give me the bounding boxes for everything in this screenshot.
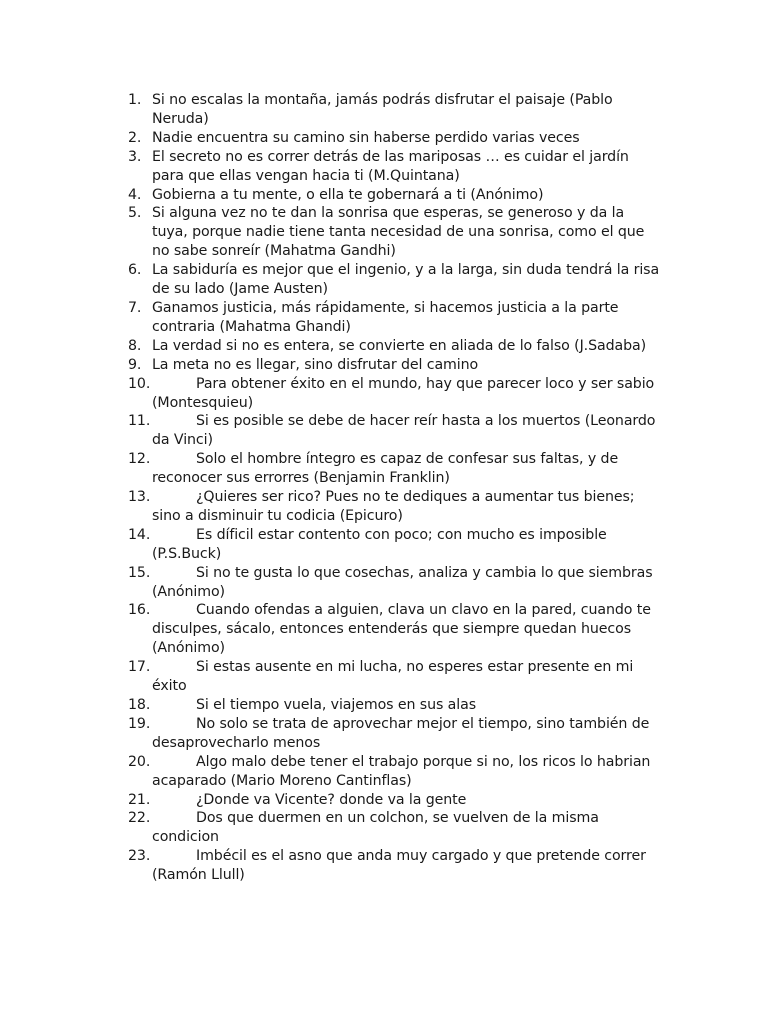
quote-item [124, 356, 664, 375]
quote-text: La verdad si no es entera, se convierte en aliada de lo falso (J.Sadaba) [152, 337, 647, 354]
quote-text: Dos que duermen en un colchon, se vuelven de la misma condicion [152, 810, 599, 846]
quote-text: Gobierna a tu mente, o ella te gobernará a ti (Anónimo) [152, 186, 544, 203]
quote-number: 13. [128, 489, 151, 506]
quote-item [124, 601, 664, 658]
quote-number: 9. [128, 356, 142, 373]
quote-number: 1. [128, 92, 142, 108]
quote-number: 21. [128, 791, 151, 808]
quote-text: Si es posible se debe de hacer reír hasta a los muertos (Leonardo da Vinci) [152, 413, 656, 449]
quote-number: 11. [128, 413, 151, 430]
quote-text: Es díficil estar contento con poco; con mucho es imposible (P.S.Buck) [152, 526, 607, 562]
quote-list [124, 91, 664, 885]
quote-number: 3. [128, 148, 142, 165]
quote-item [124, 129, 664, 148]
quote-item [124, 450, 664, 488]
quote-text: El secreto no es correr detrás de las mariposas … es cuidar el jardín para que ellas vengan hacia ti (M.Quintana) [152, 148, 629, 184]
quote-number: 14. [128, 526, 151, 543]
quote-text: Ganamos justicia, más rápidamente, si hacemos justicia a la parte contraria (Mahatma Ghandi) [152, 299, 619, 335]
quote-text: Si el tiempo vuela, viajemos en sus alas [196, 697, 476, 713]
quote-text: Algo malo debe tener el trabajo porque si no, los ricos lo habrian acaparado (Mario Moreno Cantinflas) [152, 753, 651, 789]
quote-item [124, 791, 664, 810]
quote-number: 5. [128, 205, 142, 222]
quote-item [124, 412, 664, 450]
quote-item [124, 564, 664, 602]
quote-item [124, 375, 664, 413]
quote-item [124, 847, 664, 885]
quote-text: La sabiduría es mejor que el ingenio, y a la larga, sin duda tendrá la risa de su lado (Jame Austen) [152, 262, 660, 298]
quote-item [124, 148, 664, 186]
quote-number: 12. [128, 451, 151, 468]
quote-item [124, 753, 664, 791]
quote-number: 4. [128, 186, 142, 203]
quote-item [124, 261, 664, 299]
quote-text: Imbécil es el asno que anda muy cargado y que pretende correr (Ramón Llull) [152, 848, 646, 884]
quote-number: 7. [128, 299, 142, 316]
quote-text: Si no te gusta lo que cosechas, analiza y cambia lo que siembras (Anónimo) [152, 564, 653, 600]
quote-number: 15. [128, 564, 151, 581]
quote-item [124, 696, 664, 715]
quote-text: La meta no es llegar, sino disfrutar del camino [152, 356, 479, 373]
quote-number: 17. [128, 659, 151, 676]
quote-number: 22. [128, 810, 151, 827]
quote-item [124, 204, 664, 261]
quote-text: Si estas ausente en mi lucha, no esperes estar presente en mi éxito [152, 659, 634, 695]
quote-number: 8. [128, 337, 142, 354]
quote-item [124, 337, 664, 356]
quote-text: Solo el hombre íntegro es capaz de confesar sus faltas, y de reconocer sus errorres (Benjamin Franklin) [152, 451, 619, 487]
quote-number: 16. [128, 602, 151, 619]
quote-number: 20. [128, 753, 151, 770]
quote-number: 19. [128, 715, 151, 732]
quote-item [124, 809, 664, 847]
quote-number: 10. [128, 375, 151, 392]
quote-text: Nadie encuentra su camino sin haberse perdido varias veces [152, 129, 580, 146]
quote-number: 23. [128, 848, 151, 865]
quote-item [124, 186, 664, 205]
quote-number: 18. [128, 697, 151, 713]
quote-item [124, 715, 664, 753]
quote-number: 2. [128, 129, 142, 146]
quote-text: Si no escalas la montaña, jamás podrás disfrutar el paisaje (Pablo Neruda) [152, 92, 613, 127]
quote-text: Si alguna vez no te dan la sonrisa que esperas, se generoso y da la tuya, porque nadie tiene tanta necesidad de una sonrisa, como el que no sabe sonreír (Mahatma Gandhi) [152, 205, 645, 260]
quote-text: No solo se trata de aprovechar mejor el tiempo, sino también de desaprovecharlo menos [152, 715, 650, 751]
quote-item [124, 526, 664, 564]
quote-number: 6. [128, 262, 142, 279]
quote-text: Cuando ofendas a alguien, clava un clavo en la pared, cuando te disculpes, sácalo, entonces entenderás que siempre quedan huecos (Anónimo) [152, 602, 651, 657]
quote-text: Para obtener éxito en el mundo, hay que parecer loco y ser sabio (Montesquieu) [152, 375, 655, 411]
quote-item [124, 91, 664, 129]
quote-text: ¿Quieres ser rico? Pues no te dediques a aumentar tus bienes; sino a disminuir tu codicia (Epicuro) [152, 489, 635, 524]
quote-item [124, 658, 664, 696]
quote-item [124, 299, 664, 337]
quote-text: ¿Donde va Vicente? donde va la gente [196, 791, 467, 808]
quote-item [124, 488, 664, 526]
